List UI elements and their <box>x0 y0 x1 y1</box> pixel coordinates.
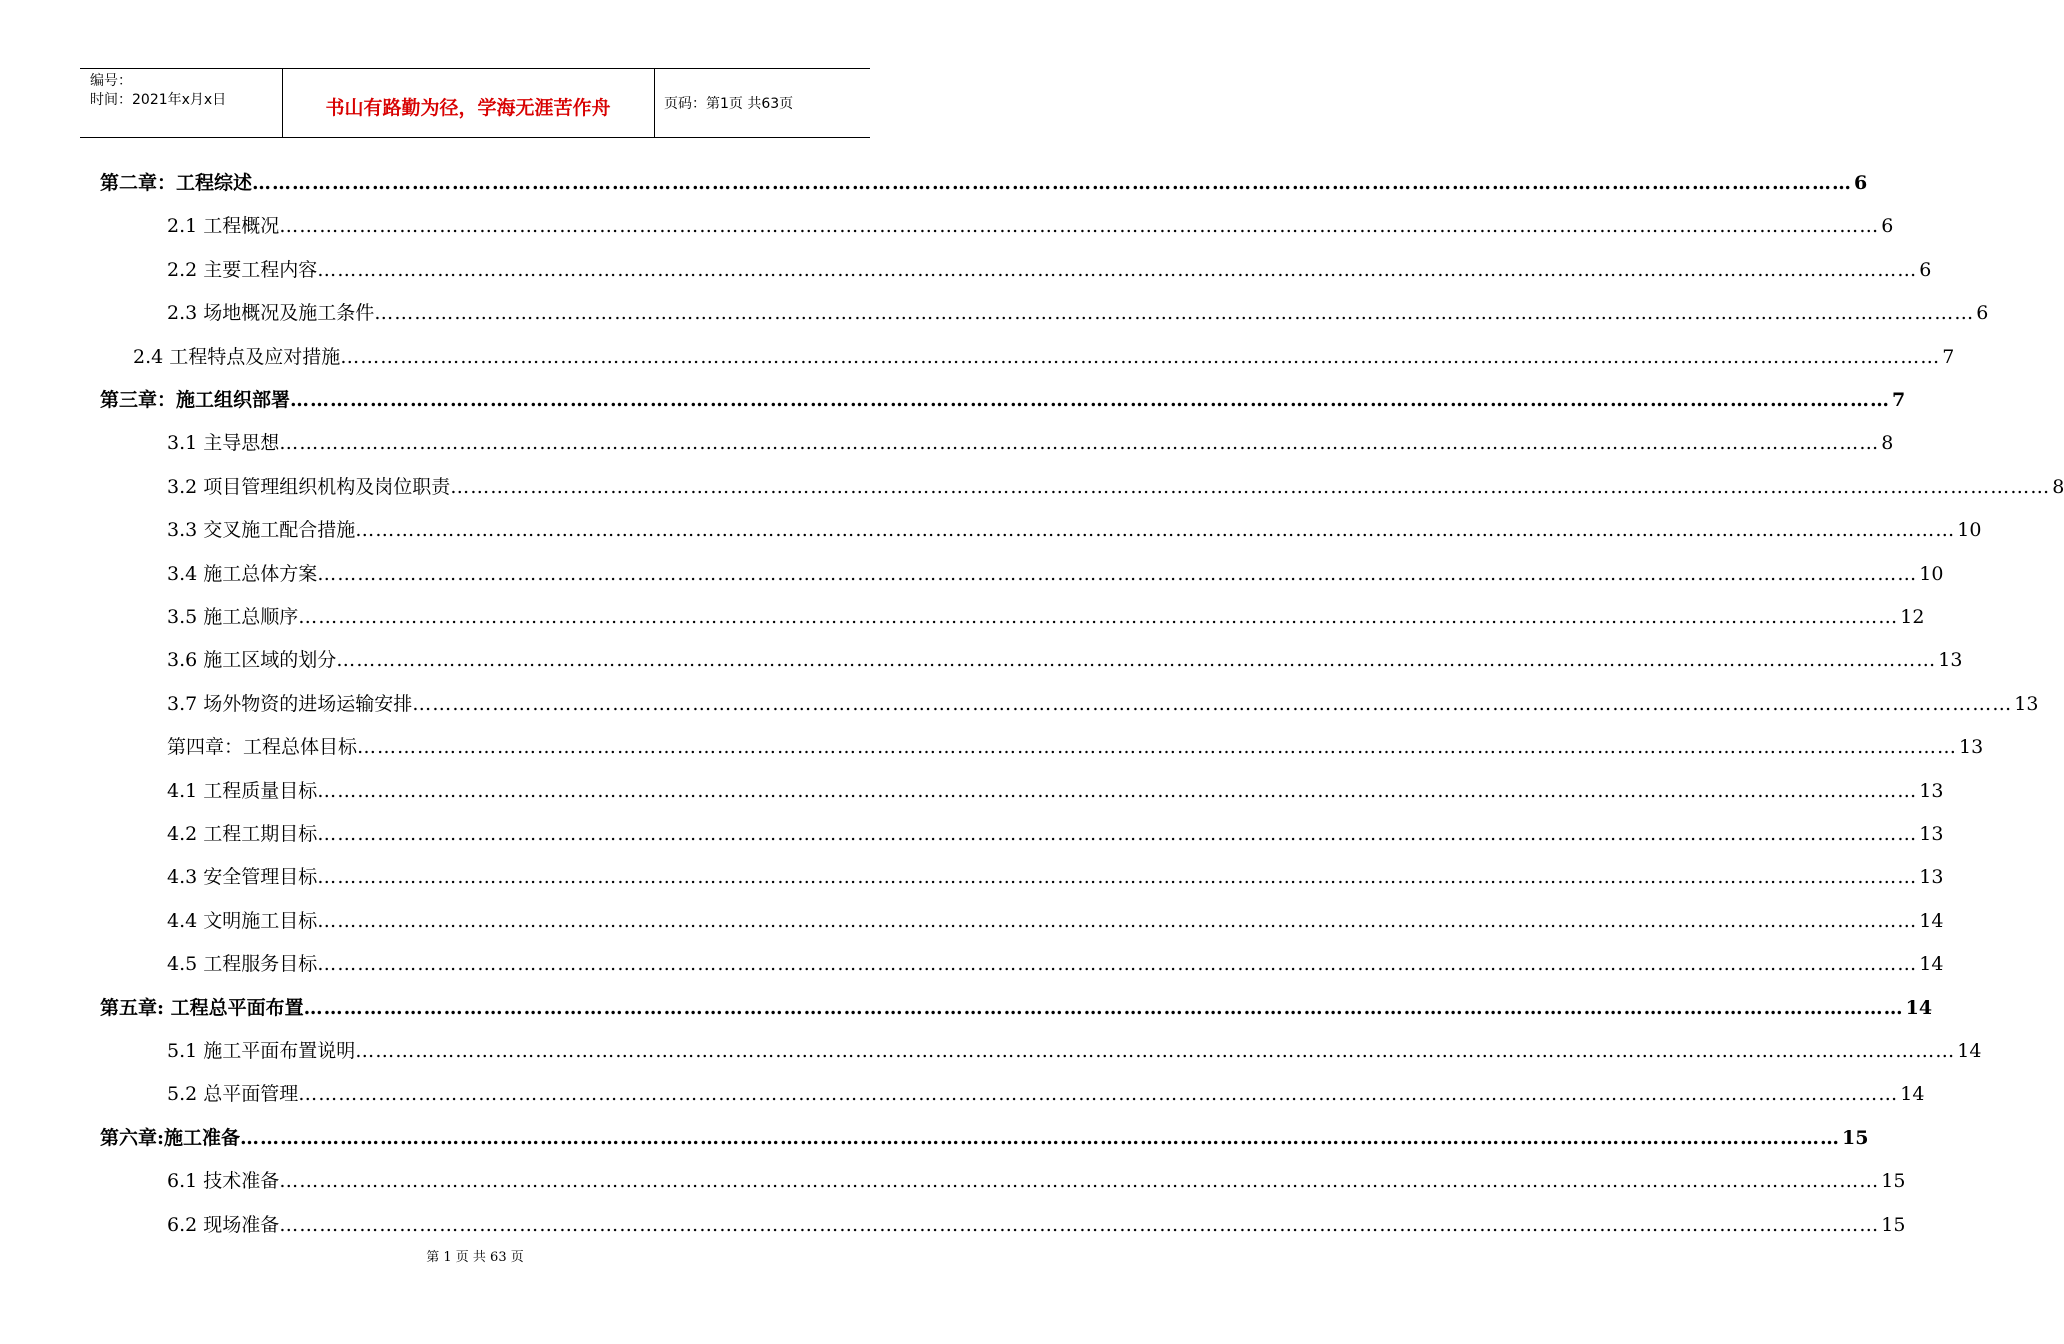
toc-entry-title: 3.5 施工总顺序 <box>167 606 299 628</box>
toc-entry-title: 3.2 项目管理组织机构及岗位职责 <box>167 476 451 498</box>
toc-entry-page: 14 <box>1905 997 1933 1019</box>
toc-entry-page: 6 <box>1854 172 1868 194</box>
toc-entry-page: 13 <box>2014 693 2039 715</box>
toc-leader-dots: …………………………………………………………………………………………………………………………………………………………………………………………………………………… <box>290 389 1891 411</box>
toc-leader-dots: …………………………………………………………………………………………………………………………………………………………………………………………………………………… <box>240 1127 1841 1149</box>
toc-entry-page: 12 <box>1900 606 1925 628</box>
toc-leader-dots: …………………………………………………………………………………………………………………………………………………………………………………………………………………… <box>336 649 1937 671</box>
toc-entry-title: 4.1 工程质量目标 <box>167 780 318 802</box>
toc-leader-dots: …………………………………………………………………………………………………………………………………………………………………………………………………………………… <box>374 302 1975 324</box>
header-info-cell <box>80 69 283 137</box>
toc-leader-dots: …………………………………………………………………………………………………………………………………………………………………………………………………………………… <box>279 1170 1880 1192</box>
toc-leader-dots: …………………………………………………………………………………………………………………………………………………………………………………………………………………… <box>303 997 1904 1019</box>
document-date-label: 时间：2021年x月x日 <box>90 92 227 108</box>
toc-leader-dots: …………………………………………………………………………………………………………………………………………………………………………………………………………………… <box>317 866 1918 888</box>
toc-entry <box>167 862 1944 892</box>
toc-leader-dots: …………………………………………………………………………………………………………………………………………………………………………………………………………………… <box>317 953 1918 975</box>
toc-entry-title: 第六章:施工准备 <box>100 1127 241 1149</box>
toc-entry-page: 14 <box>1957 1040 1982 1062</box>
toc-entry-title: 2.4 工程特点及应对措施 <box>133 346 341 368</box>
toc-leader-dots: …………………………………………………………………………………………………………………………………………………………………………………………………………………… <box>298 606 1899 628</box>
toc-entry-title: 3.3 交叉施工配合措施 <box>167 519 356 541</box>
header-page-info: 页码：第1页 共63页 <box>664 96 794 112</box>
toc-leader-dots: …………………………………………………………………………………………………………………………………………………………………………………………………………………… <box>317 823 1918 845</box>
document-number-label: 编号： <box>90 73 132 89</box>
toc-entry <box>100 385 1906 415</box>
toc-entry <box>167 732 1984 762</box>
toc-entry-title: 2.1 工程概况 <box>167 215 280 237</box>
toc-entry-page: 13 <box>1938 649 1963 671</box>
header-motto-cell <box>282 69 655 137</box>
toc-entry <box>167 819 1944 849</box>
toc-entry-title: 2.3 场地概况及施工条件 <box>167 302 375 324</box>
toc-entry-page: 14 <box>1919 953 1944 975</box>
toc-entry-page: 6 <box>1881 215 1894 237</box>
toc-entry <box>167 949 1944 979</box>
toc-entry-title: 6.1 技术准备 <box>167 1170 280 1192</box>
toc-entry <box>167 211 1894 241</box>
toc-entry-page: 10 <box>1957 519 1982 541</box>
toc-entry <box>100 993 1933 1023</box>
toc-leader-dots: …………………………………………………………………………………………………………………………………………………………………………………………………………………… <box>298 1083 1899 1105</box>
toc-entry-title: 4.2 工程工期目标 <box>167 823 318 845</box>
toc-entry-page: 8 <box>2052 476 2064 498</box>
toc-entry-page: 13 <box>1919 866 1944 888</box>
toc-entry <box>167 515 1982 545</box>
toc-leader-dots: …………………………………………………………………………………………………………………………………………………………………………………………………………………… <box>412 693 2013 715</box>
toc-entry-page: 15 <box>1881 1170 1906 1192</box>
toc-entry-title: 第四章：工程总体目标 <box>167 736 358 758</box>
toc-entry-page: 13 <box>1919 780 1944 802</box>
toc-leader-dots: …………………………………………………………………………………………………………………………………………………………………………………………………………………… <box>317 910 1918 932</box>
toc-leader-dots: …………………………………………………………………………………………………………………………………………………………………………………………………………………… <box>279 432 1880 454</box>
toc-entry-title: 3.7 场外物资的进场运输安排 <box>167 693 413 715</box>
toc-entry-page: 6 <box>1976 302 1989 324</box>
toc-entry <box>167 1210 1906 1240</box>
header-page-cell <box>654 69 870 137</box>
toc-leader-dots: …………………………………………………………………………………………………………………………………………………………………………………………………………………… <box>317 780 1918 802</box>
toc-entry-page: 14 <box>1919 910 1944 932</box>
toc-entry-title: 3.1 主导思想 <box>167 432 280 454</box>
toc-leader-dots: …………………………………………………………………………………………………………………………………………………………………………………………………………………… <box>357 736 1958 758</box>
toc-leader-dots: …………………………………………………………………………………………………………………………………………………………………………………………………………………… <box>279 215 1880 237</box>
toc-entry <box>167 645 1963 675</box>
toc-entry-title: 4.3 安全管理目标 <box>167 866 318 888</box>
toc-entry <box>167 776 1944 806</box>
toc-leader-dots: …………………………………………………………………………………………………………………………………………………………………………………………………………………… <box>340 346 1941 368</box>
toc-entry <box>133 342 1955 372</box>
toc-entry-page: 13 <box>1919 823 1944 845</box>
page-header <box>80 68 870 138</box>
toc-entry <box>167 1079 1925 1109</box>
header-motto: 书山有路勤为径，学海无涯苦作舟 <box>325 97 611 119</box>
toc-leader-dots: …………………………………………………………………………………………………………………………………………………………………………………………………………………… <box>355 519 1956 541</box>
toc-entry-title: 5.1 施工平面布置说明 <box>167 1040 356 1062</box>
toc-entry <box>100 1123 1869 1153</box>
toc-leader-dots: …………………………………………………………………………………………………………………………………………………………………………………………………………………… <box>450 476 2051 498</box>
page-footer: 第 1 页 共 63 页 <box>426 1250 524 1265</box>
toc-entry-title: 4.5 工程服务目标 <box>167 953 318 975</box>
toc-entry-page: 14 <box>1900 1083 1925 1105</box>
toc-entry <box>167 1036 1982 1066</box>
toc-entry-page: 7 <box>1892 389 1906 411</box>
toc-entry-title: 6.2 现场准备 <box>167 1214 280 1236</box>
toc-entry-title: 4.4 文明施工目标 <box>167 910 318 932</box>
toc-entry-title: 2.2 主要工程内容 <box>167 259 318 281</box>
toc-entry-title: 第五章: 工程总平面布置 <box>100 997 304 1019</box>
toc-entry <box>167 255 1932 285</box>
toc-entry-page: 8 <box>1881 432 1894 454</box>
toc-entry-page: 10 <box>1919 563 1944 585</box>
toc-entry-title: 5.2 总平面管理 <box>167 1083 299 1105</box>
toc-entry <box>100 168 1868 198</box>
toc-entry <box>167 1166 1906 1196</box>
toc-entry-page: 15 <box>1842 1127 1869 1149</box>
toc-entry-title: 第三章：施工组织部署 <box>100 389 291 411</box>
toc-entry-page: 7 <box>1942 346 1955 368</box>
toc-entry <box>167 906 1944 936</box>
toc-entry <box>167 428 1894 458</box>
toc-leader-dots: …………………………………………………………………………………………………………………………………………………………………………………………………………………… <box>355 1040 1956 1062</box>
toc-entry <box>167 298 1989 328</box>
toc-entry-title: 第二章：工程综述 <box>100 172 253 194</box>
toc-entry-page: 6 <box>1919 259 1932 281</box>
toc-entry <box>167 602 1925 632</box>
toc-entry <box>167 689 2039 719</box>
toc-entry-page: 13 <box>1959 736 1984 758</box>
toc-leader-dots: …………………………………………………………………………………………………………………………………………………………………………………………………………………… <box>279 1214 1880 1236</box>
toc-entry-title: 3.6 施工区域的划分 <box>167 649 337 671</box>
toc-entry <box>167 472 2064 502</box>
toc-leader-dots: …………………………………………………………………………………………………………………………………………………………………………………………………………………… <box>317 259 1918 281</box>
toc-entry <box>167 559 1944 589</box>
toc-leader-dots: …………………………………………………………………………………………………………………………………………………………………………………………………………………… <box>252 172 1853 194</box>
toc-entry-page: 15 <box>1881 1214 1906 1236</box>
toc-leader-dots: …………………………………………………………………………………………………………………………………………………………………………………………………………………… <box>317 563 1918 585</box>
toc-entry-title: 3.4 施工总体方案 <box>167 563 318 585</box>
